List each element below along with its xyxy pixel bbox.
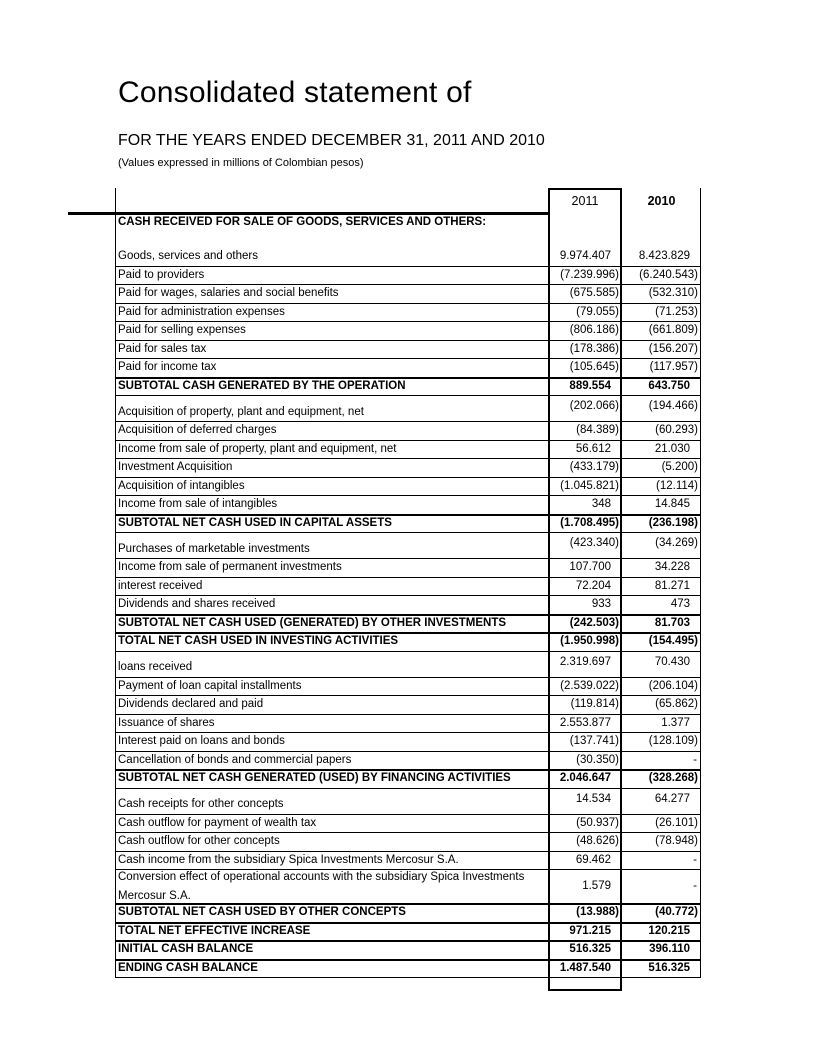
row-label: Cancellation of bonds and commercial papers xyxy=(118,753,352,766)
value-2010: (60.293) xyxy=(655,424,698,437)
row-label: CASH RECEIVED FOR SALE OF GOODS, SERVICES AND OTHERS: xyxy=(118,216,487,228)
value-2011: (79.055) xyxy=(576,305,619,318)
row-label: SUBTOTAL NET CASH USED IN CAPITAL ASSETS xyxy=(118,516,392,529)
value-2010: (34.269) xyxy=(655,537,698,549)
value-2011: (1.045.821) xyxy=(560,479,619,492)
value-2011: 889.554 xyxy=(569,379,611,392)
table-row xyxy=(115,496,701,515)
row-label: Income from sale of property, plant and equipment, net xyxy=(118,442,397,455)
value-2011: 2.553.877 xyxy=(559,716,611,729)
value-2010: - xyxy=(693,879,697,892)
table-row xyxy=(115,359,701,378)
value-2011: (30.350) xyxy=(576,753,619,766)
table-row xyxy=(115,923,701,942)
value-2011: (675.585) xyxy=(569,287,619,300)
row-label: Acquisition of intangibles xyxy=(118,479,245,492)
table-row xyxy=(115,214,701,248)
value-2010: (40.772) xyxy=(655,906,698,919)
table-row xyxy=(115,533,701,559)
row-label: INITIAL CASH BALANCE xyxy=(118,943,254,956)
value-2011: (433.179) xyxy=(569,461,619,474)
value-2011: 107.700 xyxy=(569,561,611,574)
value-2011: (1.950.998) xyxy=(560,635,619,648)
table-row xyxy=(115,752,701,771)
value-2011: 933 xyxy=(591,598,611,611)
value-2011: (137.741) xyxy=(569,735,619,748)
value-2010: (532.310) xyxy=(648,287,698,300)
table-row xyxy=(115,596,701,615)
table-row xyxy=(115,459,701,478)
table-row xyxy=(115,870,701,904)
table-row xyxy=(115,396,701,422)
table-row xyxy=(115,422,701,441)
value-2010: (661.809) xyxy=(648,324,698,337)
row-label: SUBTOTAL CASH GENERATED BY THE OPERATION xyxy=(118,379,406,392)
value-2010: (71.253) xyxy=(655,305,698,318)
value-2011: 971.215 xyxy=(569,924,611,937)
row-label: SUBTOTAL NET CASH GENERATED (USED) BY FINANCING ACTIVITIES xyxy=(118,772,511,785)
value-2010: 70.430 xyxy=(654,655,690,668)
value-2011: (202.066) xyxy=(569,400,619,412)
value-2011: 1.579 xyxy=(582,879,611,892)
value-2010: (128.109) xyxy=(648,735,698,748)
row-label: Paid for selling expenses xyxy=(118,324,246,337)
row-label: Dividends declared and paid xyxy=(118,698,264,711)
value-2010: (154.495) xyxy=(648,635,698,648)
value-2011: (423.340) xyxy=(569,537,619,549)
value-2010: (328.268) xyxy=(648,772,698,785)
value-2011: (242.503) xyxy=(569,616,619,629)
value-2010: 21.030 xyxy=(654,442,690,455)
table-left-border xyxy=(115,188,116,978)
value-2011: (84.389) xyxy=(576,424,619,437)
table-row xyxy=(115,852,701,871)
row-label: Conversion effect of operational accounts with the subsidiary Spica Investments Mercosur S.A. xyxy=(118,870,525,902)
value-2010: (194.466) xyxy=(648,400,698,412)
row-label: Dividends and shares received xyxy=(118,598,276,611)
table-rows xyxy=(115,214,701,978)
table-header xyxy=(115,188,701,214)
table-row xyxy=(115,652,701,678)
table-row xyxy=(115,715,701,734)
value-2011: (13.988) xyxy=(576,906,619,919)
col-header-2011: 2011 xyxy=(571,194,599,208)
row-label: Acquisition of property, plant and equipment, net xyxy=(118,405,364,418)
row-label: Paid for sales tax xyxy=(118,342,207,355)
row-label: SUBTOTAL NET CASH USED BY OTHER CONCEPTS xyxy=(118,906,406,919)
table-row xyxy=(115,248,701,267)
col-header-2010: 2010 xyxy=(647,194,676,208)
table-row xyxy=(115,833,701,852)
table-row xyxy=(115,696,701,715)
value-2011: 72.204 xyxy=(575,579,611,592)
value-2011: (2.539.022) xyxy=(560,679,619,692)
page-title: Consolidated statement of xyxy=(118,76,472,109)
row-label: interest received xyxy=(118,579,203,592)
value-2010: 81.271 xyxy=(654,579,690,592)
value-2010: (206.104) xyxy=(648,679,698,692)
value-2011: (1.708.495) xyxy=(560,516,619,529)
row-label: Paid for administration expenses xyxy=(118,305,285,318)
table-row xyxy=(115,559,701,578)
value-2010: 34.228 xyxy=(654,561,690,574)
table-row xyxy=(115,515,701,534)
row-label: Paid for wages, salaries and social benefits xyxy=(118,287,339,300)
value-2010: 396.110 xyxy=(649,943,690,956)
value-2010: - xyxy=(693,753,697,766)
row-label: Payment of loan capital installments xyxy=(118,679,302,692)
value-2010: 120.215 xyxy=(648,924,690,937)
row-label: TOTAL NET EFFECTIVE INCREASE xyxy=(118,924,311,937)
table-row xyxy=(115,285,701,304)
value-2011: (7.239.996) xyxy=(560,268,619,281)
table-row xyxy=(115,960,701,979)
value-2011: 9.974.407 xyxy=(559,250,611,263)
value-2010: (236.198) xyxy=(648,516,698,529)
table-row xyxy=(115,341,701,360)
value-2010: (65.862) xyxy=(655,698,698,711)
value-2011: (105.645) xyxy=(569,361,619,374)
row-label: Interest paid on loans and bonds xyxy=(118,735,285,748)
value-2011: 69.462 xyxy=(575,853,611,866)
value-2010: (156.207) xyxy=(648,342,698,355)
value-2011: (50.937) xyxy=(576,816,619,829)
row-label: Cash outflow for other concepts xyxy=(118,835,280,848)
value-2010: (78.948) xyxy=(655,835,698,848)
value-2010: 8.423.829 xyxy=(638,250,690,263)
table-row xyxy=(115,578,701,597)
table-row xyxy=(115,304,701,323)
row-label: Income from sale of intangibles xyxy=(118,498,278,511)
value-2011: (48.626) xyxy=(576,835,619,848)
table-row xyxy=(115,941,701,960)
page-subtitle: FOR THE YEARS ENDED DECEMBER 31, 2011 AND 2010 xyxy=(118,132,545,149)
table-row xyxy=(115,815,701,834)
row-label: Cash income from the subsidiary Spica Investments Mercosur S.A. xyxy=(118,853,459,866)
table-row xyxy=(115,267,701,286)
value-2011: (806.186) xyxy=(569,324,619,337)
table-row xyxy=(115,904,701,923)
row-label: Goods, services and others xyxy=(118,250,258,263)
cash-flow-table xyxy=(115,188,701,978)
table-row xyxy=(115,378,701,397)
table-row xyxy=(115,733,701,752)
value-2010: (5.200) xyxy=(661,461,698,474)
value-2011: 14.534 xyxy=(575,792,611,805)
value-2010: (117.957) xyxy=(649,361,698,374)
table-row xyxy=(115,789,701,815)
row-label: Acquisition of deferred charges xyxy=(118,424,277,437)
row-label: Income from sale of permanent investments xyxy=(118,561,342,574)
table-row xyxy=(115,441,701,460)
row-label: Cash outflow for payment of wealth tax xyxy=(118,816,317,829)
value-2010 xyxy=(622,214,701,248)
value-2010: 64.277 xyxy=(654,792,690,805)
table-row xyxy=(115,678,701,697)
value-2010: 473 xyxy=(670,598,690,611)
row-label: Paid to providers xyxy=(118,268,205,281)
value-2011: 1.487.540 xyxy=(559,961,611,974)
value-2011: 348 xyxy=(591,498,611,511)
row-label: Issuance of shares xyxy=(118,716,215,729)
value-2011: 2.319.697 xyxy=(559,655,611,668)
value-2011: (178.386) xyxy=(569,342,619,355)
value-2010: - xyxy=(693,853,697,866)
row-label: SUBTOTAL NET CASH USED (GENERATED) BY OTHER INVESTMENTS xyxy=(118,616,507,629)
value-2011: 516.325 xyxy=(569,943,611,956)
value-2010: (6.240.543) xyxy=(639,268,698,281)
table-row xyxy=(115,615,701,634)
value-2010: 1.377 xyxy=(661,716,690,729)
value-2011: (119.814) xyxy=(570,698,619,711)
value-2010: 14.845 xyxy=(654,498,690,511)
row-label: TOTAL NET CASH USED IN INVESTING ACTIVITIES xyxy=(118,635,399,648)
header-underline-rule xyxy=(68,212,548,215)
value-2010: 81.703 xyxy=(654,616,690,629)
table-row xyxy=(115,478,701,497)
table-row xyxy=(115,633,701,652)
row-label: Investment Acquisition xyxy=(118,461,233,474)
row-label: Paid for income tax xyxy=(118,361,217,374)
values-unit-note: (Values expressed in millions of Colombian pesos) xyxy=(118,157,364,169)
row-label: Cash receipts for other concepts xyxy=(118,798,284,811)
value-2010: (12.114) xyxy=(656,479,698,492)
value-2010: 643.750 xyxy=(648,379,690,392)
row-label: Purchases of marketable investments xyxy=(118,542,310,555)
label-column-header xyxy=(115,188,548,214)
value-2011: 56.612 xyxy=(575,442,611,455)
value-2011: 2.046.647 xyxy=(559,772,611,785)
value-2010: 516.325 xyxy=(648,961,690,974)
value-2010: (26.101) xyxy=(655,816,698,829)
table-row xyxy=(115,322,701,341)
table-row xyxy=(115,770,701,789)
row-label: loans received xyxy=(118,661,193,674)
row-label: ENDING CASH BALANCE xyxy=(118,961,258,974)
table-right-border xyxy=(700,188,701,978)
value-2011 xyxy=(548,214,622,248)
